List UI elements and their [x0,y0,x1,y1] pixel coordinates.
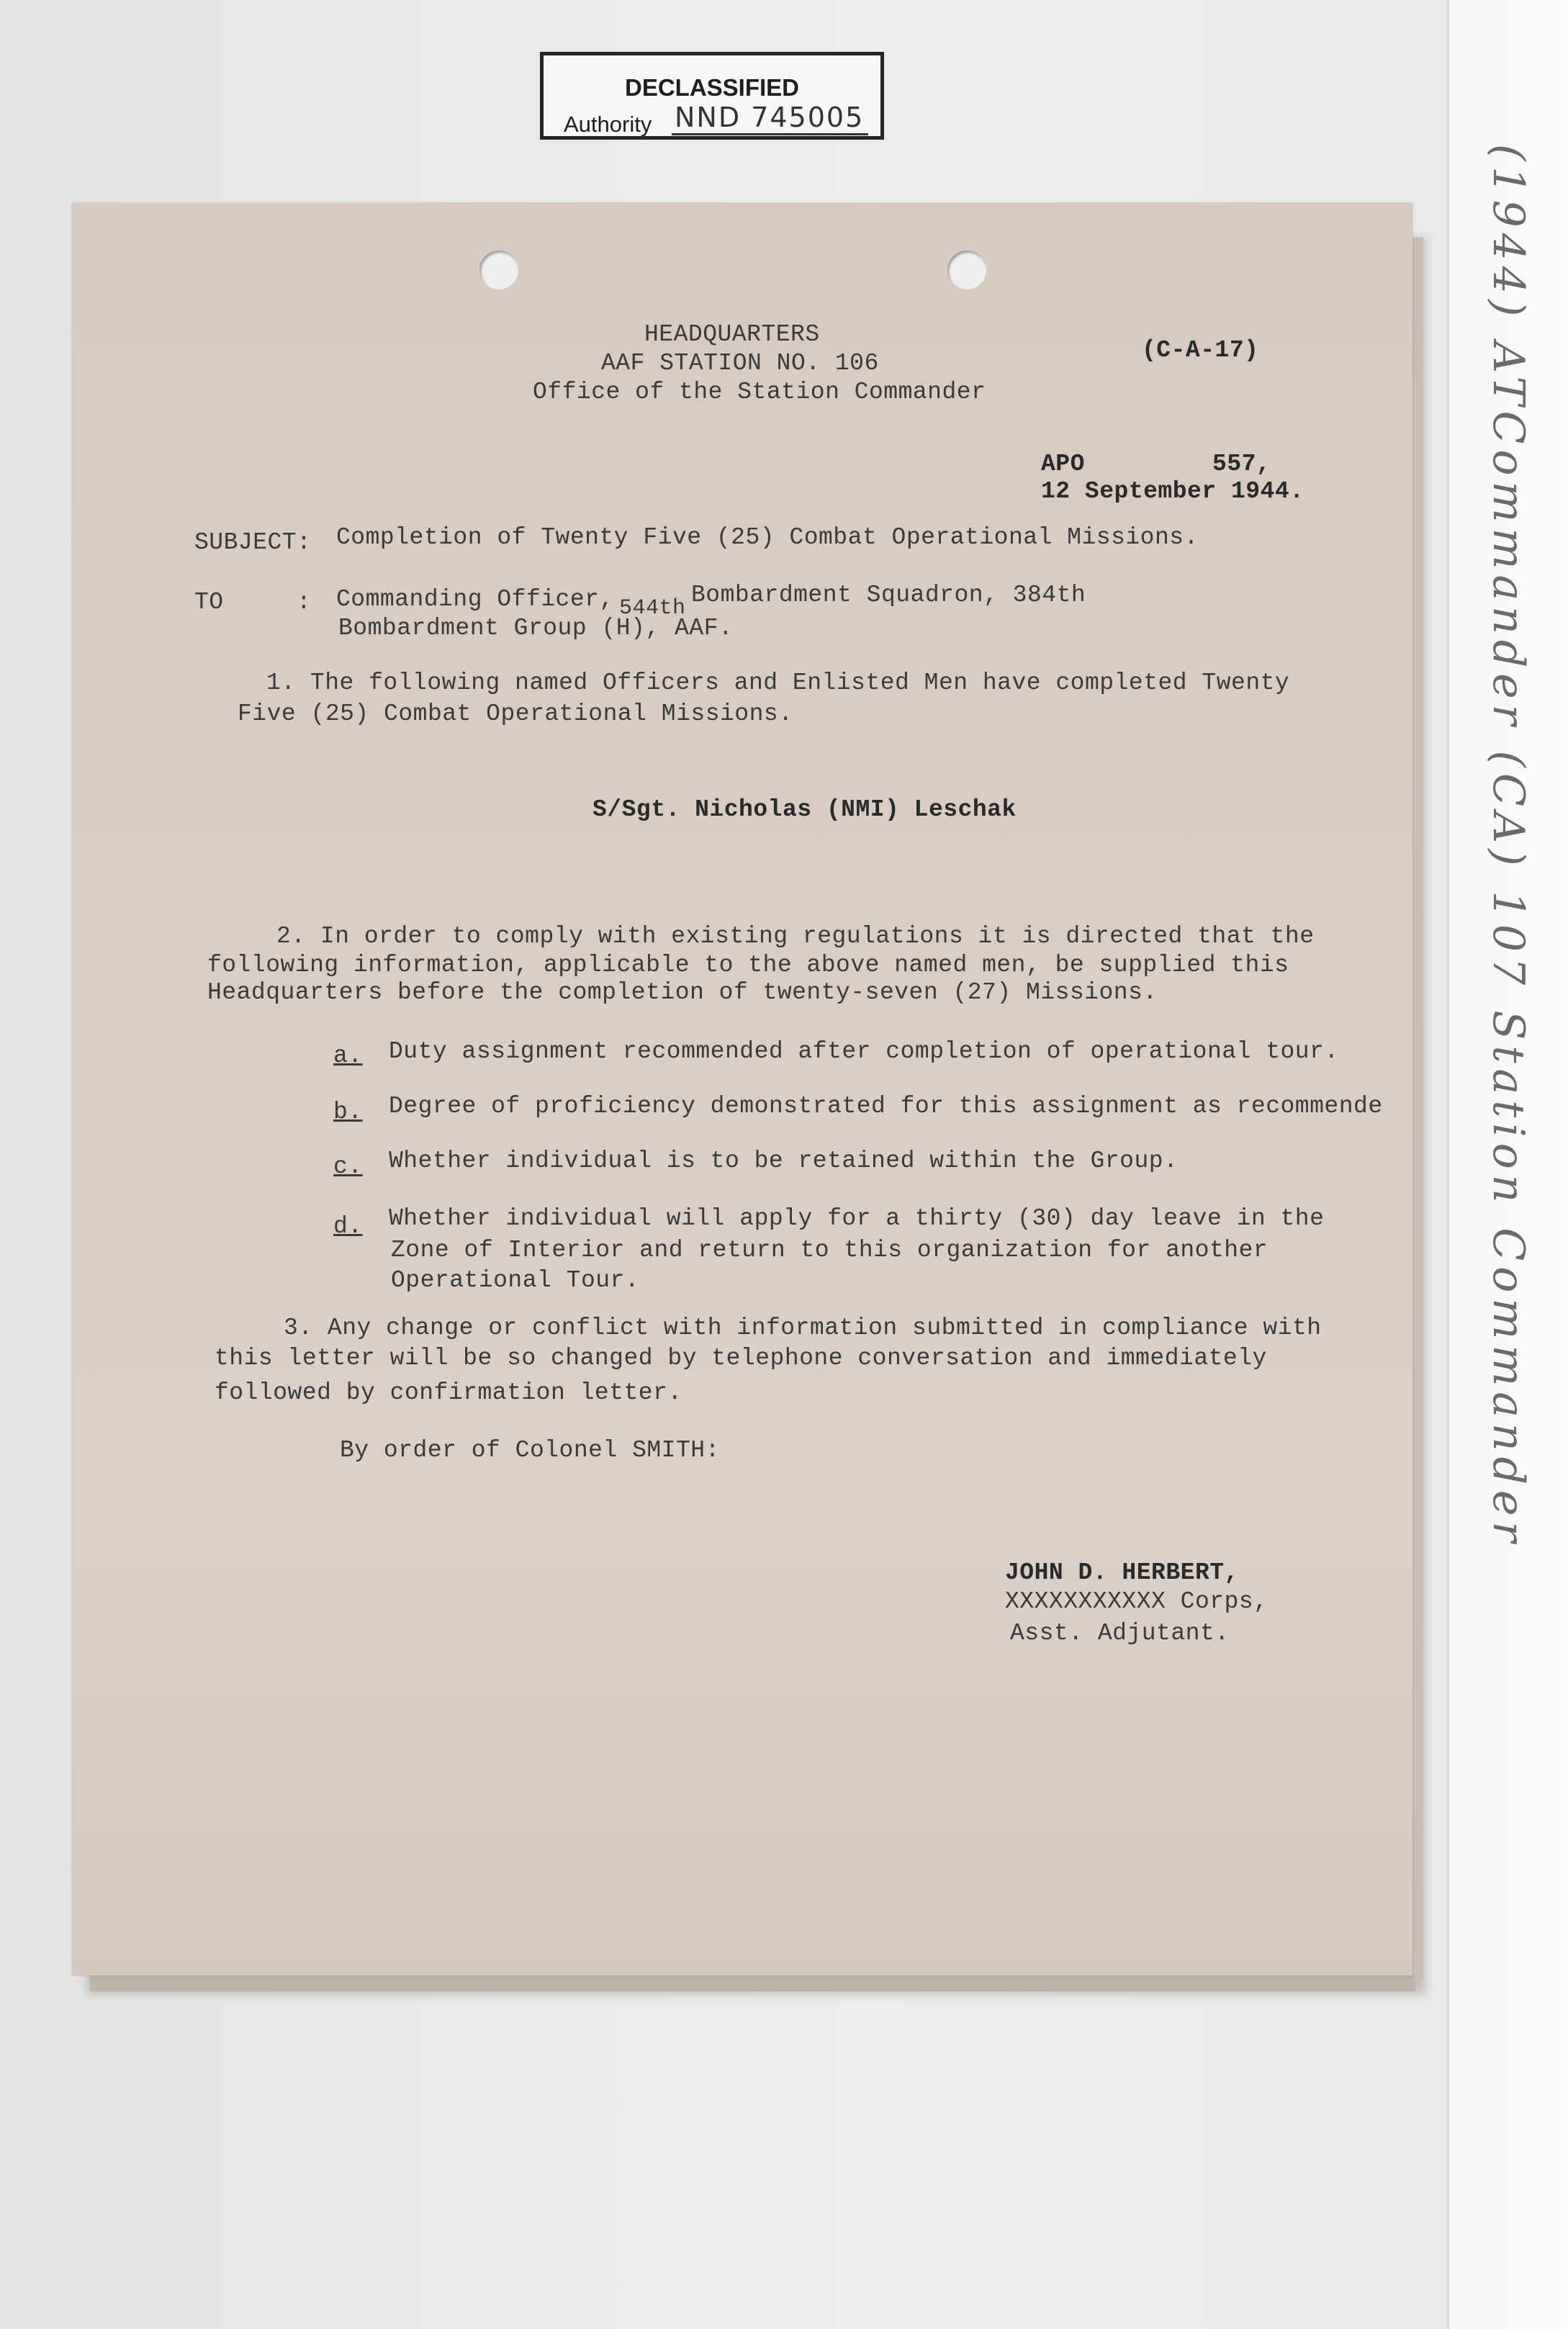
declassified-title: DECLASSIFIED [624,74,800,101]
paragraph-1-line-1: 1. The following named Officers and Enlisted Men have completed Twenty [266,670,1290,696]
document-code: (C-A-17) [1142,337,1259,364]
paper-bottom-edge [90,1974,1415,1991]
item-b-letter: b. [333,1099,363,1125]
by-order-line: By order of Colonel SMITH: [340,1437,720,1464]
header-headquarters: HEADQUARTERS [644,321,820,348]
item-d-letter: d. [333,1213,363,1240]
signatory-rank: XXXXXXXXXXX Corps, [1005,1588,1269,1615]
header-office: Office of the Station Commander [533,379,986,405]
document-page [72,203,1412,1976]
declassified-stamp [540,52,884,140]
subject-label: SUBJECT: [194,529,312,556]
paragraph-1-line-2: Five (25) Combat Operational Missions. [238,700,793,727]
authority-number: NND 745005 [672,102,868,135]
item-d-line-2: Zone of Interior and return to this organization for another [391,1237,1269,1263]
item-a-text: Duty assignment recommended after completion of operational tour. [389,1038,1339,1065]
item-c-text: Whether individual is to be retained within the Group. [389,1148,1179,1174]
paragraph-3-line-1: 3. Any change or conflict with information submitted in compliance with [284,1315,1322,1341]
letter-date: 12 September 1944. [1041,478,1305,505]
apo-number: 557, [1212,451,1271,477]
item-b-text: Degree of proficiency demonstrated for this assignment as recommende [389,1093,1383,1120]
to-colon: : [297,589,312,616]
signatory-name: JOHN D. HERBERT, [1005,1559,1239,1586]
paragraph-3-line-2: this letter will be so changed by telephone conversation and immediately [215,1345,1267,1371]
to-squadron: Bombardment Squadron, 384th [691,582,1086,608]
item-c-letter: c. [333,1153,363,1180]
paragraph-2-line-3: Headquarters before the completion of twenty-seven (27) Missions. [207,979,1158,1006]
squadron-insert: 544th [619,596,686,621]
signatory-title: Asst. Adjutant. [1010,1620,1230,1646]
item-d-line-3: Operational Tour. [391,1267,640,1294]
to-group: Bombardment Group (H), AAF. [338,615,734,641]
paragraph-2-line-2: following information, applicable to the above named men, be supplied this [207,952,1289,978]
header-station: AAF STATION NO. 106 [601,350,879,377]
named-enlisted-man: S/Sgt. Nicholas (NMI) Leschak [592,796,1017,823]
item-a-letter: a. [333,1042,363,1069]
to-label: TO [194,589,224,616]
margin-handwriting: (1944) ATCommander (CA) 107 Station Commander [1483,144,1533,1549]
subject-text: Completion of Twenty Five (25) Combat Operational Missions. [336,524,1199,551]
item-d-line-1: Whether individual will apply for a thirty (30) day leave in the [389,1205,1325,1232]
paragraph-3-line-3: followed by confirmation letter. [215,1379,682,1406]
apo-label: APO [1041,451,1085,477]
to-recipient: Commanding Officer, [336,586,614,613]
paragraph-2-line-1: 2. In order to comply with existing regulations it is directed that the [276,923,1315,950]
authority-label: Authority [564,112,652,137]
punch-hole-left [479,251,518,289]
punch-hole-right [947,251,986,289]
